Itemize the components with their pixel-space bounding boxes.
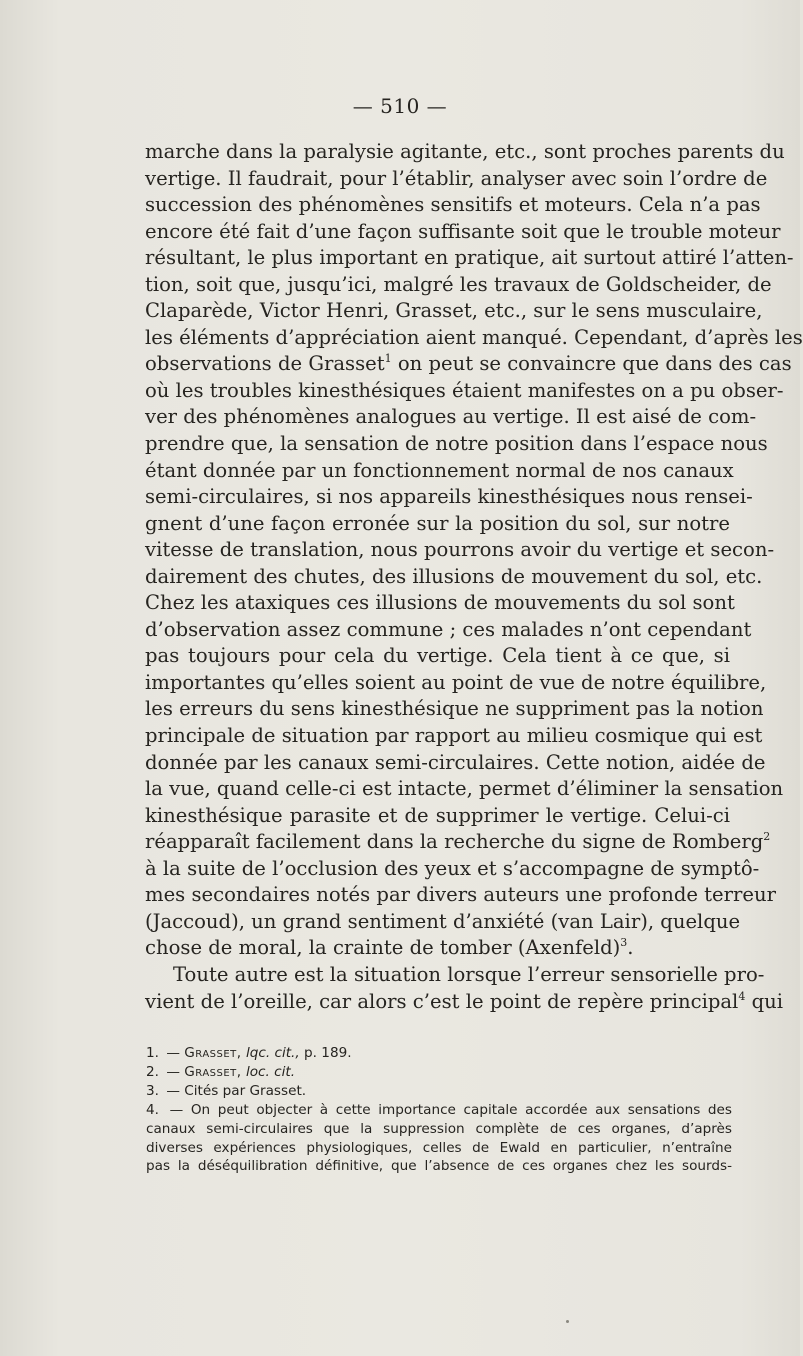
footnote-ref: 1 <box>384 352 392 366</box>
text-segment: réapparaît facilement dans la recherche du signe de Romberg <box>145 830 764 854</box>
text-line: pas toujours pour cela du vertige. Cela tient à ce que, si <box>145 644 730 668</box>
text-line: ver des phénomènes analogues au vertige. Il est aisé de com- <box>145 405 757 429</box>
text-segment: observations de Grasset <box>145 352 385 376</box>
footnote-number: 4. <box>146 1101 159 1118</box>
footnote-text: On peut objecter à cette importance capitale accordée aux sensations des <box>190 1101 732 1118</box>
text-line: semi-circulaires, si nos appareils kinesthésiques nous rensei- <box>145 485 753 509</box>
footnote-dash: — <box>166 1082 180 1099</box>
footnote <box>146 1101 732 1120</box>
footnote-ref: 3 <box>620 936 628 950</box>
text-segment: chose de moral, la crainte de tomber (Axenfeld) <box>145 936 621 960</box>
text-line <box>145 989 783 1016</box>
footnote-number: 3. <box>146 1082 159 1099</box>
footnotes <box>146 1044 732 1176</box>
footnote-page: p. 189. <box>304 1045 352 1061</box>
footnote-author: Grasset, <box>184 1045 242 1061</box>
text-line: dairement des chutes, des illusions de mouvement du sol, etc. <box>145 564 763 588</box>
text-line: (Jaccoud), un grand sentiment d’anxiété (van Lair), quelque <box>145 909 741 933</box>
footnote-text: pas la déséquilibration définitive, que l’absence de ces organes chez les sourds- <box>146 1158 732 1175</box>
footnote <box>146 1063 732 1082</box>
body-text <box>145 139 803 1015</box>
page-number: — 510 — <box>352 94 448 118</box>
footnote-reference: lqc. cit., <box>245 1045 300 1061</box>
text-line: gnent d’une façon erronée sur la position du sol, sur notre <box>145 511 730 535</box>
text-line: Claparède, Victor Henri, Grasset, etc., sur le sens musculaire, <box>145 299 763 323</box>
text-line: étant donnée par un fonctionnement normal de nos canaux <box>145 458 734 482</box>
text-line <box>145 351 792 378</box>
footnote-text: Cités par Grasset. <box>184 1082 307 1099</box>
text-line: d’observation assez commune ; ces malades n’ont cependant <box>145 617 752 641</box>
text-segment: vient de l’oreille, car alors c’est le point de repère principal <box>145 989 739 1013</box>
text-line: où les troubles kinesthésiques étaient manifestes on a pu obser- <box>145 378 784 402</box>
footnote-author: Grasset, <box>184 1063 242 1080</box>
text-line: résultant, le plus important en pratique, ait surtout attiré l’atten- <box>145 246 794 270</box>
text-line: à la suite de l’occlusion des yeux et s’accompagne de symptô- <box>145 856 760 880</box>
footnote-text: canaux semi-circulaires que la suppression complète de ces organes, d’après <box>146 1120 732 1137</box>
text-line <box>145 829 771 856</box>
text-line: tion, soit que, jusqu’ici, malgré les travaux de Goldscheider, de <box>145 272 772 296</box>
text-line: vertige. Il faudrait, pour l’établir, analyser avec soin l’ordre de <box>145 166 768 190</box>
footnote <box>146 1044 732 1063</box>
text-line: donnée par les canaux semi-circulaires. Cette notion, aidée de <box>145 750 766 774</box>
footnote-reference: loc. cit. <box>245 1063 296 1080</box>
text-line: prendre que, la sensation de notre position dans l’espace nous <box>145 432 768 456</box>
text-line: principale de situation par rapport au milieu cosmique qui est <box>145 724 763 748</box>
text-line: encore été fait d’une façon suffisante soit que le trouble moteur <box>145 219 781 243</box>
footnote-number: 1. <box>146 1045 159 1061</box>
footnote-ref: 4 <box>738 989 746 1003</box>
text-line: Chez les ataxiques ces illusions de mouvements du sol sont <box>145 591 735 615</box>
paper-speck <box>566 1320 569 1323</box>
text-segment: . <box>627 936 634 960</box>
footnote-dash: — <box>169 1101 184 1118</box>
text-line: vitesse de translation, nous pourrons avoir du vertige et secon- <box>145 538 775 562</box>
text-line: les éléments d’appréciation aient manqué. Cependant, d’après les <box>145 325 803 349</box>
footnote-text: diverses expériences physiologiques, celles de Ewald en particulier, n’entraîne <box>146 1139 732 1156</box>
footnote-number: 2. <box>146 1063 159 1080</box>
text-line: les erreurs du sens kinesthésique ne suppriment pas la notion <box>145 697 764 721</box>
text-line: marche dans la paralysie agitante, etc., sont proches parents du <box>145 140 785 163</box>
footnote-dash: — <box>166 1063 180 1080</box>
text-line: kinesthésique parasite et de supprimer le vertige. Celui-ci <box>145 803 730 827</box>
text-line: la vue, quand celle-ci est intacte, permet d’éliminer la sensation <box>145 777 784 801</box>
text-line: succession des phénomènes sensitifs et moteurs. Cela n’a pas <box>145 193 761 217</box>
text-line: importantes qu’elles soient au point de vue de notre équilibre, <box>145 670 767 694</box>
text-segment: on peut se convaincre que dans des cas <box>397 352 792 376</box>
text-segment: qui <box>751 989 783 1013</box>
footnote-ref: 2 <box>763 830 771 844</box>
footnote-dash: — <box>166 1045 180 1061</box>
text-line: mes secondaires notés par divers auteurs une profonde terreur <box>145 883 776 907</box>
text-line <box>145 935 730 962</box>
footnote <box>146 1082 732 1101</box>
text-line: Toute autre est la situation lorsque l’erreur sensorielle pro- <box>173 962 765 986</box>
